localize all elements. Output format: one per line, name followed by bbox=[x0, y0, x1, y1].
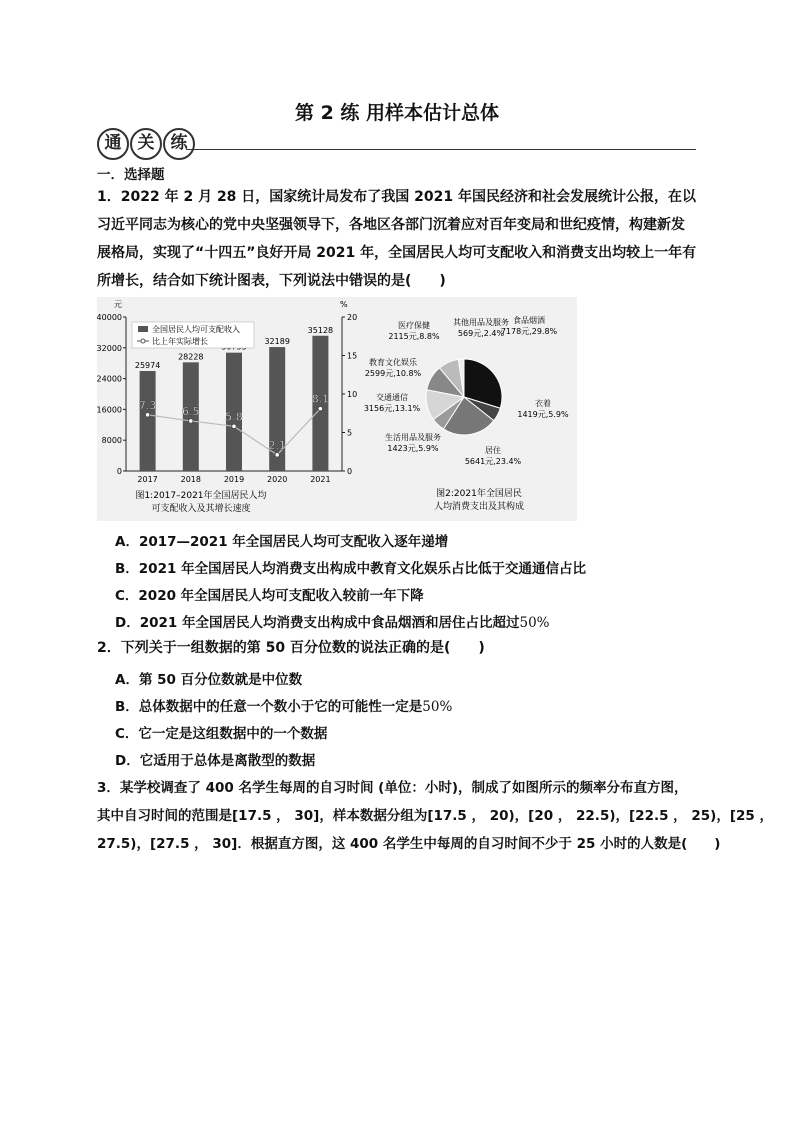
y-left-tick-label: 0 bbox=[116, 467, 122, 476]
legend-label-growth: 比上年实际增长 bbox=[152, 337, 208, 346]
y-left-tick-label: 40000 bbox=[97, 313, 122, 322]
pie-slice-name: 其他用品及服务 bbox=[453, 318, 509, 327]
pie-slice-name: 交通通信 bbox=[376, 393, 408, 402]
y-right-tick-label: 15 bbox=[347, 351, 358, 361]
growth-point bbox=[232, 424, 236, 428]
badge-char: 练 bbox=[163, 128, 195, 160]
chart1-caption-line2: 可支配收入及其增长速度 bbox=[151, 504, 251, 514]
pie-slice-label: 3156元,13.1% bbox=[363, 404, 421, 413]
pie-slice-label: 5641元,23.4% bbox=[464, 457, 522, 466]
pie-slice-label: 2115元,8.8% bbox=[388, 332, 440, 341]
x-tick-label: 2018 bbox=[180, 475, 201, 484]
q1-option-a[interactable] bbox=[115, 530, 448, 550]
income-bar-label: 32189 bbox=[264, 337, 290, 347]
option-text: C．它一定是这组数据中的一个数据 bbox=[115, 726, 328, 742]
x-tick-label: 2020 bbox=[267, 475, 288, 484]
y-right-tick-label: 10 bbox=[347, 390, 358, 399]
legend-marker-growth bbox=[141, 339, 145, 343]
option-text: A．第 50 百分位数就是中位数 bbox=[115, 672, 303, 688]
option-text: B．2021 年全国居民人均消费支出构成中教育文化娱乐占比低于交通通信占比 bbox=[115, 561, 587, 577]
option-text: D．2021 年全国居民人均消费支出构成中食品烟酒和居住占比超过 bbox=[115, 615, 520, 631]
chart2-caption-line1: 图2:2021年全国居民 bbox=[436, 489, 522, 499]
growth-point bbox=[189, 419, 193, 423]
chart1-caption-line1: 图1:2017–2021年全国居民人均 bbox=[135, 491, 267, 501]
question-1-stem: 1．2022 年 2 月 28 日，国家统计局发布了我国 2021 年国民经济和社会发展统计公报，在以习近平同志为核心的党中央坚强领导下，各地区各部门沉着应对百年变局和世纪疫情，构建新发展格局，实现了“十四五”良好开局 2021 年，全国居民人均可支配收入和消费支出均较上一年有所增长，结合如下统计图表，下列说法中错误的是( ) bbox=[97, 189, 697, 289]
section-heading: 一．选择题 bbox=[97, 167, 165, 183]
pie-slice-name: 医疗保健 bbox=[398, 321, 430, 330]
question-2-stem: 2．下列关于一组数据的第 50 百分位数的说法正确的是( ) bbox=[97, 640, 485, 656]
q2-option-d[interactable] bbox=[115, 749, 315, 769]
q2-option-c[interactable] bbox=[115, 722, 327, 742]
right-axis-unit: % bbox=[340, 300, 348, 309]
x-tick-label: 2017 bbox=[137, 475, 158, 484]
growth-point bbox=[145, 413, 149, 417]
badge-char: 关 bbox=[130, 128, 162, 160]
y-left-tick-label: 8000 bbox=[101, 436, 122, 446]
income-bar-label: 28228 bbox=[178, 352, 204, 362]
option-text: B．总体数据中的任意一个数小于它的可能性一定是 bbox=[115, 699, 423, 715]
x-tick-label: 2021 bbox=[310, 475, 331, 484]
q1-option-d[interactable] bbox=[115, 611, 550, 631]
chart2-caption-line2: 人均消费支出及其构成 bbox=[433, 502, 525, 512]
pie-slice-label: 2599元,10.8% bbox=[364, 369, 422, 378]
growth-point bbox=[275, 453, 279, 457]
pie-slice-label: 569元,2.4% bbox=[457, 329, 505, 338]
income-bar bbox=[140, 371, 156, 471]
y-left-tick-label: 16000 bbox=[97, 405, 122, 415]
q1-option-b[interactable] bbox=[115, 557, 586, 577]
y-right-tick-label: 20 bbox=[347, 313, 358, 322]
q1-option-c[interactable] bbox=[115, 584, 424, 604]
lesson-badge bbox=[97, 128, 195, 160]
q2-option-b[interactable] bbox=[115, 695, 452, 715]
q2-option-a[interactable] bbox=[115, 668, 302, 688]
figure-q1 bbox=[97, 297, 577, 521]
pie-slice-name: 食品烟酒 bbox=[513, 316, 545, 325]
y-right-tick-label: 5 bbox=[347, 428, 353, 438]
legend-label-income: 全国居民人均可支配收入 bbox=[152, 325, 240, 334]
y-left-tick-label: 32000 bbox=[97, 343, 122, 353]
pie-slice-label: 7178元,29.8% bbox=[500, 327, 558, 336]
question-3-line2: 其中自习时间的范围是[17.5 ， 30]，样本数据分组为[17.5 ， 20)，[20 ， 22.5)，[22.5 ， 25)，[25 ， bbox=[97, 808, 773, 824]
option-text: C．2020 年全国居民人均可支配收入较前一年下降 bbox=[115, 588, 424, 604]
growth-label: 2.1 bbox=[268, 438, 286, 452]
question-3-line3: 27.5)，[27.5 ， 30]．根据直方图，这 400 名学生中每周的自习时间不少于 25 小时的人数是( ) bbox=[97, 836, 721, 852]
income-bar-label: 25974 bbox=[134, 361, 161, 371]
header-rule bbox=[186, 149, 696, 150]
option-text: D．它适用于总体是离散型的数据 bbox=[115, 753, 316, 769]
growth-point bbox=[318, 406, 322, 410]
pie-slice-label: 1423元,5.9% bbox=[387, 444, 439, 453]
figure-svg bbox=[97, 297, 577, 521]
pie-slice-name: 衣着 bbox=[535, 399, 551, 408]
option-text: A．2017—2021 年全国居民人均可支配收入逐年递增 bbox=[115, 534, 449, 550]
left-axis-unit: 元 bbox=[114, 300, 122, 309]
pie-slice-name: 居住 bbox=[485, 446, 501, 455]
page-title: 第 2 练 用样本估计总体 bbox=[294, 102, 500, 124]
pie-slice-label: 1419元,5.9% bbox=[517, 410, 569, 419]
growth-label: 7.3 bbox=[138, 398, 157, 412]
question-3-line1: 3．某学校调查了 400 名学生每周的自习时间 (单位：小时)，制成了如图所示的频率分布直方图， bbox=[97, 780, 688, 796]
y-left-tick-label: 24000 bbox=[97, 374, 122, 384]
x-tick-label: 2019 bbox=[223, 475, 245, 484]
pie-slice-name: 教育文化娱乐 bbox=[369, 358, 417, 367]
y-right-tick-label: 0 bbox=[347, 467, 353, 476]
option-percent: 50% bbox=[519, 615, 550, 631]
badge-char: 通 bbox=[97, 128, 129, 160]
legend-swatch-income bbox=[138, 326, 148, 332]
growth-label: 6.5 bbox=[182, 404, 200, 418]
income-bar-label: 35128 bbox=[307, 325, 334, 335]
option-percent: 50% bbox=[422, 699, 453, 715]
growth-label: 5.8 bbox=[225, 410, 243, 424]
pie-slice-name: 生活用品及服务 bbox=[385, 433, 441, 442]
growth-label: 8.1 bbox=[311, 392, 330, 406]
